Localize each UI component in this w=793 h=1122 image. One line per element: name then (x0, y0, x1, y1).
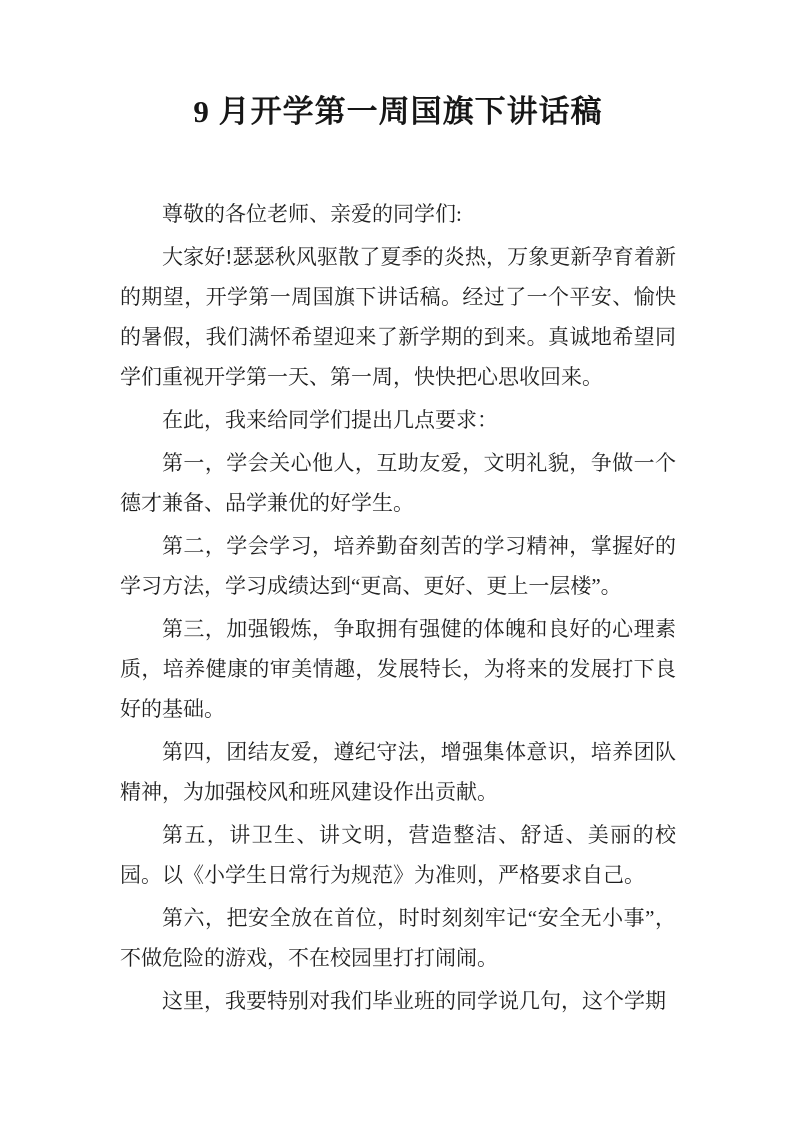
paragraph: 第四，团结友爱，遵纪守法，增强集体意识，培养团队精神，为加强校风和班风建设作出贡献。 (120, 740, 676, 804)
document-body (120, 194, 676, 1021)
paragraph: 大家好!瑟瑟秋风驱散了夏季的炎热，万象更新孕育着新的期望，开学第一周国旗下讲话稿。经过了一个平安、愉快的暑假，我们满怀希望迎来了新学期的到来。真诚地希望同学们重视开学第一天、第一周，快快把心思收回来。 (120, 245, 676, 389)
paragraph: 第三，加强锻炼，争取拥有强健的体魄和良好的心理素质，培养健康的审美情趣，发展特长，为将来的发展打下良好的基础。 (120, 617, 676, 721)
paragraph: 第一，学会关心他人，互助友爱，文明礼貌，争做一个德才兼备、品学兼优的好学生。 (120, 451, 676, 515)
document-title: 9 月开学第一周国旗下讲话稿 (193, 94, 603, 129)
paragraph: 第二，学会学习，培养勤奋刻苦的学习精神，掌握好的学习方法，学习成绩达到“更高、更好、更上一层楼”。 (120, 534, 676, 598)
paragraph: 这里，我要特别对我们毕业班的同学说几句，这个学期 (162, 989, 666, 1013)
paragraph: 在此，我来给同学们提出几点要求： (162, 408, 498, 432)
paragraph: 尊敬的各位老师、亲爱的同学们: (162, 202, 462, 226)
paragraph: 第五，讲卫生、讲文明，营造整洁、舒适、美丽的校园。以《小学生日常行为规范》为准则，严格要求自己。 (120, 823, 676, 887)
paragraph: 第六，把安全放在首位，时时刻刻牢记“安全无小事”，不做危险的游戏，不在校园里打打闹闹。 (120, 906, 676, 970)
